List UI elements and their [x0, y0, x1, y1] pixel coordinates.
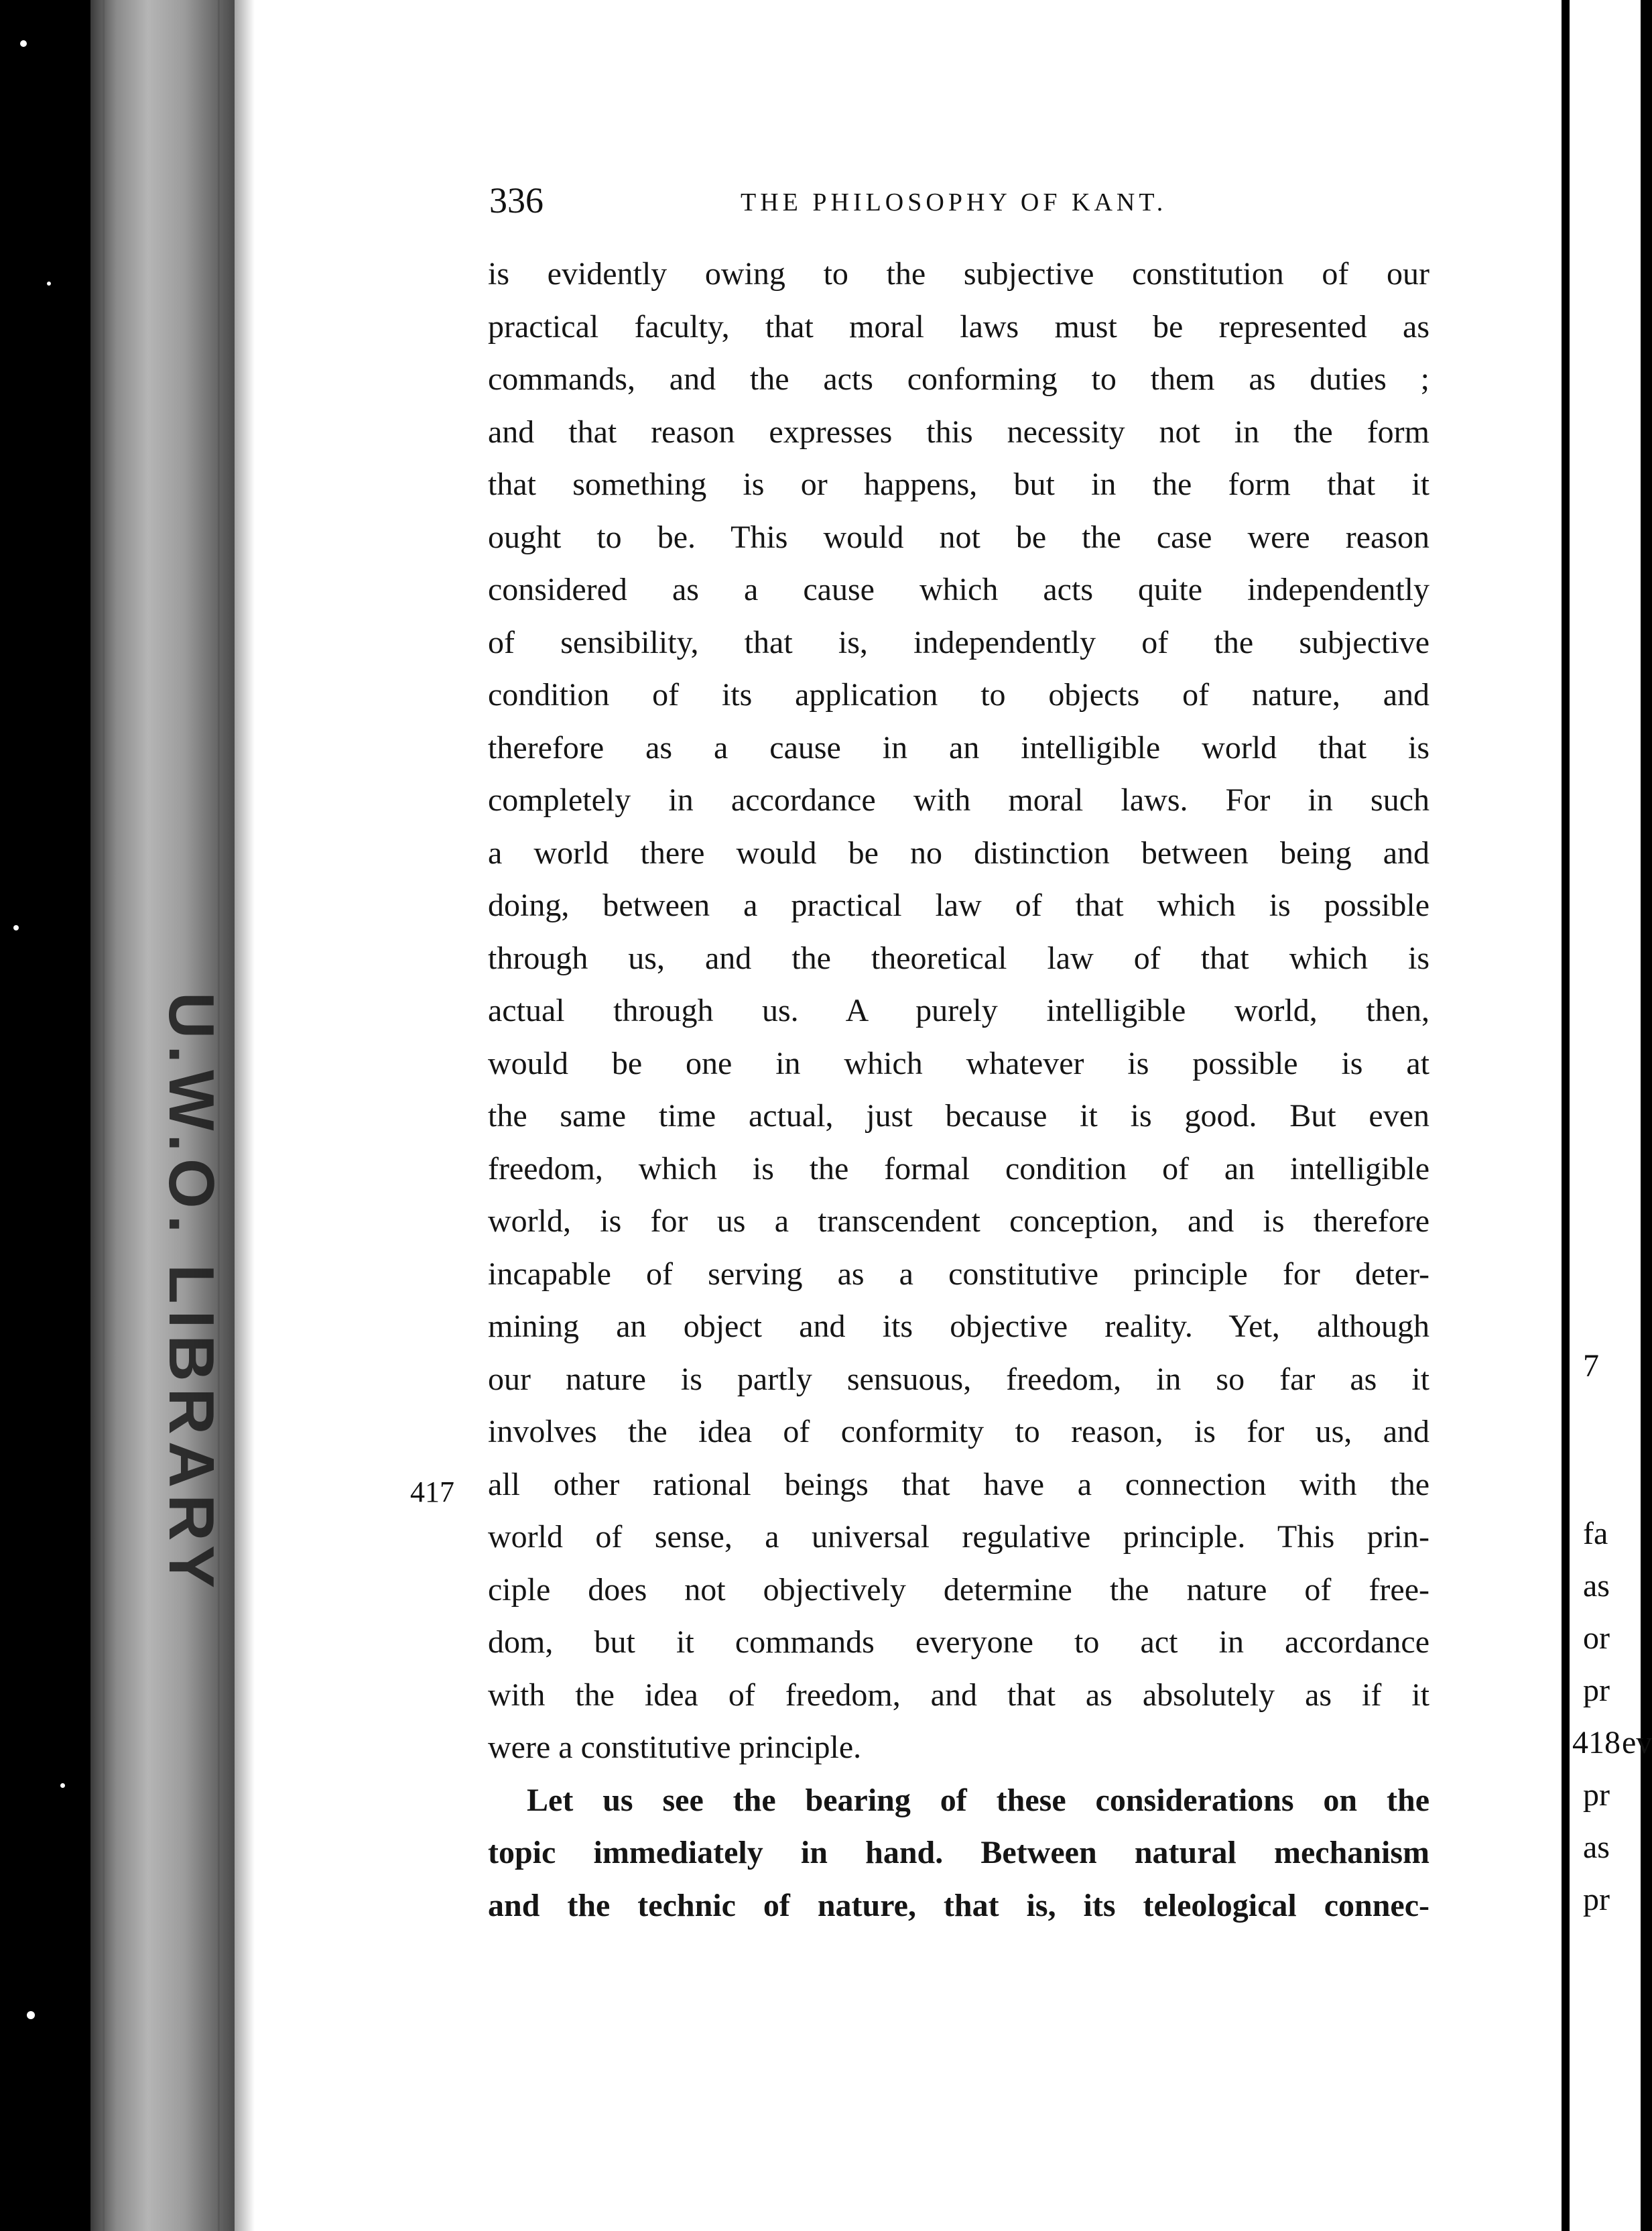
next-page-fragment: as: [1583, 1829, 1610, 1865]
text-line: practical faculty, that moral laws must be represented as: [488, 308, 1429, 345]
text-line: the same time actual, just because it is good. But even: [488, 1098, 1429, 1134]
text-line: condition of its application to objects of nature, and: [488, 677, 1429, 713]
page-number: 336: [489, 180, 544, 221]
text-line: would be one in which whatever is possible is at: [488, 1045, 1429, 1081]
text-line: our nature is partly sensuous, freedom, in so far as it: [488, 1361, 1429, 1397]
next-page-fragment: 418: [1572, 1725, 1621, 1760]
text-line: ought to be. This would not be the case were reason: [488, 519, 1429, 555]
text-line: were a constitutive principle.: [488, 1730, 862, 1765]
text-line: world of sense, a universal regulative principle. This prin-: [488, 1519, 1429, 1555]
next-page-fragment: pr: [1583, 1777, 1610, 1813]
text-line: completely in accordance with moral laws. For in such: [488, 782, 1429, 818]
text-line: through us, and the theoretical law of that which is: [488, 940, 1429, 976]
next-page-fragment: pr: [1583, 1673, 1610, 1708]
next-page-fragment: fa: [1583, 1516, 1608, 1551]
text-line: with the idea of freedom, and that as absolutely as if it: [488, 1677, 1429, 1713]
next-page-fragment: 7: [1583, 1348, 1599, 1384]
text-line: and that reason expresses this necessity not in the form: [488, 414, 1429, 450]
next-page-fragment: ev: [1622, 1725, 1652, 1760]
text-line: considered as a cause which acts quite independently: [488, 572, 1429, 607]
text-line: incapable of serving as a constitutive principle for deter-: [488, 1256, 1429, 1292]
next-page-edge: [1570, 0, 1652, 2231]
scan-speck: [13, 925, 19, 930]
text-line: therefore as a cause in an intelligible world that is: [488, 729, 1429, 766]
running-head: THE PHILOSOPHY OF KANT.: [741, 188, 1167, 217]
text-line: freedom, which is the formal condition of an intelligible: [488, 1150, 1429, 1187]
text-line: doing, between a practical law of that which is possible: [488, 888, 1429, 923]
text-line: topic immediately in hand. Between natural mechanism: [488, 1835, 1429, 1870]
text-line: is evidently owing to the subjective constitution of our: [488, 256, 1429, 292]
body-text: [488, 248, 1429, 1932]
text-line: actual through us. A purely intelligible world, then,: [488, 993, 1429, 1028]
spine-edge-line: [103, 0, 105, 2231]
next-page-fragment: or: [1583, 1620, 1610, 1656]
page-header: [489, 180, 1431, 233]
book-spine: [90, 0, 235, 2231]
margin-page-ref: 417: [410, 1475, 454, 1508]
next-page-fragment: as: [1583, 1568, 1610, 1604]
next-page-fragment: pr: [1583, 1882, 1610, 1917]
text-line: and the technic of nature, that is, its teleological connec-: [488, 1887, 1429, 1923]
scan-speck: [47, 282, 51, 286]
scan-speck: [60, 1783, 65, 1788]
gutter-shadow: [235, 0, 255, 2231]
text-line: mining an object and its objective reality. Yet, although: [488, 1309, 1429, 1344]
library-stamp: U.W.O. LIBRARY: [155, 992, 227, 1595]
text-line: involves the idea of conformity to reason, is for us, and: [488, 1414, 1429, 1449]
text-line: of sensibility, that is, independently of the subjective: [488, 624, 1429, 660]
text-line: that something is or happens, but in the form that it: [488, 467, 1429, 502]
text-line: dom, but it commands everyone to act in accordance: [488, 1624, 1429, 1660]
text-line: a world there would be no distinction between being and: [488, 835, 1429, 871]
text-line: Let us see the bearing of these considerations on the: [527, 1782, 1429, 1818]
scan-speck: [27, 2011, 35, 2019]
text-line: ciple does not objectively determine the nature of free-: [488, 1571, 1429, 1608]
text-line: commands, and the acts conforming to them as duties ;: [488, 361, 1429, 397]
text-line: all other rational beings that have a connection with the: [488, 1466, 1429, 1502]
scan-speck: [20, 40, 27, 47]
text-line: world, is for us a transcendent conception, and is therefore: [488, 1203, 1429, 1239]
